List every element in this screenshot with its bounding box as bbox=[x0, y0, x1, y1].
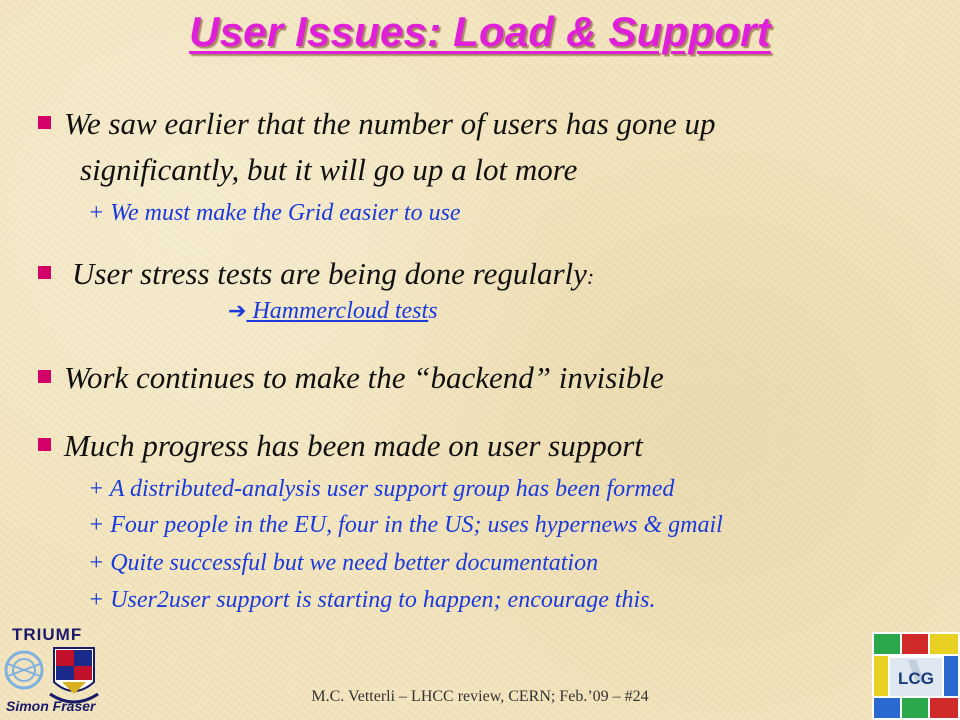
bullet-square-icon bbox=[38, 116, 51, 129]
bullet-square-icon bbox=[38, 370, 51, 383]
bullet-2-line-1 bbox=[72, 256, 594, 292]
bullet-3-line-1: Work continues to make the “backend” invisible bbox=[64, 360, 664, 395]
bullet-4-sub-2: + Four people in the EU, four in the US; uses hypernews & gmail bbox=[88, 512, 723, 538]
bullet-2-suffix: : bbox=[586, 264, 595, 289]
bullet-4-sub-3: + Quite successful but we need better documentation bbox=[88, 550, 599, 576]
triumf-logo-text: TRIUMF bbox=[12, 625, 83, 644]
hammercloud-link-tail: s bbox=[428, 298, 438, 324]
lcg-logo bbox=[872, 632, 960, 720]
hammercloud-link[interactable]: Hammercloud test bbox=[246, 298, 429, 324]
slide-footer: M.C. Vetterli – LHCC review, CERN; Feb.’09 – #24 bbox=[311, 688, 649, 705]
right-arrow-icon: ➔ bbox=[228, 298, 247, 323]
bullet-square-icon bbox=[38, 438, 51, 451]
simon-fraser-logo-text: Simon Fraser bbox=[6, 698, 96, 714]
hammercloud-line bbox=[228, 298, 438, 325]
bullet-4-line-1: Much progress has been made on user support bbox=[64, 428, 643, 463]
bullet-square-icon bbox=[38, 266, 51, 279]
bullet-1-sub: + We must make the Grid easier to use bbox=[88, 200, 461, 226]
bullet-1-line-2: significantly, but it will go up a lot more bbox=[80, 152, 578, 187]
slide-title: User Issues: Load & Support bbox=[189, 8, 771, 55]
bullet-4-sub-4: + User2user support is starting to happen; encourage this. bbox=[88, 587, 656, 613]
bullet-1-line-1: We saw earlier that the number of users has gone up bbox=[64, 106, 716, 141]
bullet-2-text: User stress tests are being done regularly bbox=[72, 256, 587, 291]
lcg-logo-text: LCG bbox=[898, 669, 934, 688]
bullet-4-sub-1: + A distributed-analysis user support group has been formed bbox=[88, 476, 675, 502]
